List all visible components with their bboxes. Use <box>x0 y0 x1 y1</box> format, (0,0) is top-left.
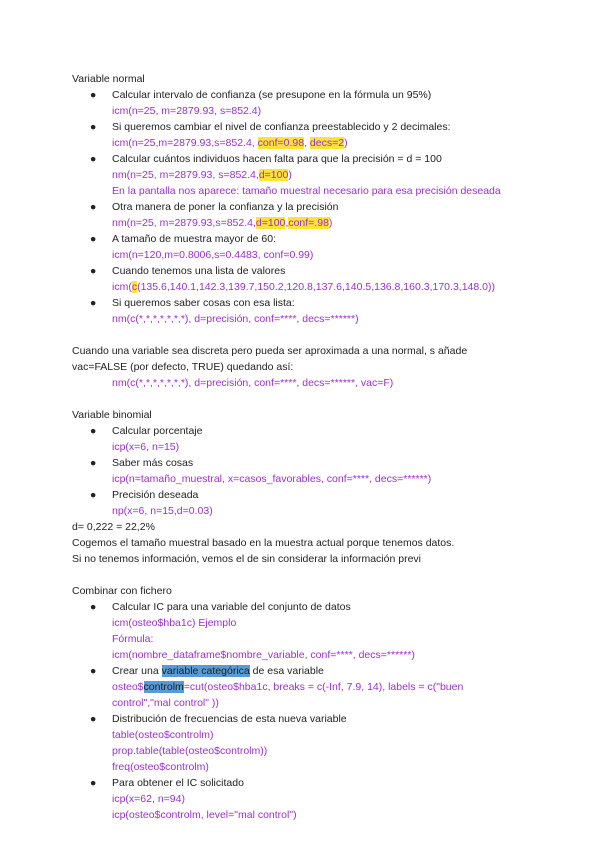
section-title-normal: Variable normal <box>72 73 145 85</box>
bullet-item: ● A tamaño de muestra mayor de 60: <box>90 233 277 245</box>
code-line: prop.table(table(osteo$controlm)) <box>112 745 268 757</box>
code-line: icp(x=62, n=94) <box>112 793 185 805</box>
code-line: icm(osteo$hba1c) Ejemplo <box>112 617 237 629</box>
bullet-dot: ● <box>90 121 97 133</box>
paragraph-line: Si no tenemos información, vemos el de sin considerar la información previ <box>72 553 421 565</box>
document-page <box>72 71 542 823</box>
code-line: nm(c(*,*,*,*,*,*,*), d=precisión, conf=****, decs=******, vac=F) <box>112 377 394 389</box>
text-selection: variable categórica <box>161 665 250 677</box>
bullet-dot: ● <box>90 457 97 469</box>
bullet-item: ● Para obtener el IC solicitado <box>90 777 244 789</box>
bullet-dot: ● <box>90 425 97 437</box>
bullet-item: ● Saber más cosas <box>90 457 194 469</box>
bullet-dot: ● <box>90 601 97 613</box>
section-title-binomial: Variable binomial <box>72 409 152 421</box>
code-line: icm(n=25,m=2879.93,s=852.4, conf=0.98, decs=2) <box>112 137 348 149</box>
highlight: conf=.98 <box>288 217 329 229</box>
paragraph-line: Cuando una variable sea discreta pero pueda ser aproximada a una normal, s añade <box>72 345 468 357</box>
bullet-dot: ● <box>90 233 97 245</box>
bullet-dot: ● <box>90 265 97 277</box>
bullet-dot: ● <box>90 89 97 101</box>
bullet-item: ● Calcular intervalo de confianza (se presupone en la fórmula un 95%) <box>90 89 432 101</box>
highlight: d=100 <box>255 217 286 229</box>
highlight: decs=2 <box>309 137 345 149</box>
bullet-item: ● Calcular porcentaje <box>90 425 203 437</box>
code-line: icm(n=25, m=2879.93, s=852.4) <box>112 105 262 117</box>
code-line: control","mal control" )) <box>112 697 219 709</box>
paragraph-line: d= 0,222 = 22,2% <box>72 521 155 533</box>
code-line: icp(x=6, n=15) <box>112 441 180 453</box>
highlight: c <box>131 281 138 293</box>
bullet-item: ● Si queremos cambiar el nivel de confianza preestablecido y 2 decimales: <box>90 121 451 133</box>
code-line: icp(n=tamaño_muestral, x=casos_favorables, conf=****, decs=******) <box>112 473 432 485</box>
code-line: nm(c(*,*,*,*,*,*,*), d=precisión, conf=****, decs=******) <box>112 313 359 325</box>
text-selection: controlm <box>143 681 184 693</box>
bullet-dot: ● <box>90 665 97 677</box>
bullet-item: ● Crear una variable categórica de esa variable <box>90 665 324 677</box>
paragraph-line: Cogemos el tamaño muestral basado en la muestra actual porque tenemos datos. <box>72 537 455 549</box>
code-line: Fórmula: <box>112 633 154 645</box>
code-line: icp(osteo$controlm, level="mal control") <box>112 809 297 821</box>
code-line: table(osteo$controlm) <box>112 729 214 741</box>
section-title-fichero: Combinar con fichero <box>72 585 172 597</box>
bullet-dot: ● <box>90 201 97 213</box>
code-line: icm(c(135.6,140.1,142.3,139.7,150.2,120.8,137.6,140.5,136.8,160.3,170.3,148.0)) <box>112 281 495 293</box>
bullet-dot: ● <box>90 297 97 309</box>
bullet-item: ● Precisión deseada <box>90 489 199 501</box>
bullet-dot: ● <box>90 777 97 789</box>
highlight: conf=0.98 <box>257 137 305 149</box>
bullet-item: ● Si queremos saber cosas con esa lista: <box>90 297 295 309</box>
code-line: osteo$controlm=cut(osteo$hba1c, breaks = c(-Inf, 7.9, 14), labels = c("buen <box>112 681 464 693</box>
paragraph-line: vac=FALSE (por defecto, TRUE) quedando así: <box>72 361 294 373</box>
bullet-item: ● Calcular IC para una variable del conjunto de datos <box>90 601 351 613</box>
bullet-dot: ● <box>90 489 97 501</box>
code-line: icm(n=120,m=0.8006,s=0.4483, conf=0.99) <box>112 249 314 261</box>
code-line: icm(nombre_dataframe$nombre_variable, conf=****, decs=******) <box>112 649 415 661</box>
bullet-item: ● Calcular cuántos individuos hacen falta para que la precisión = d = 100 <box>90 153 442 165</box>
code-line: nm(n=25, m=2879.93,s=852.4,d=100,conf=.98) <box>112 217 333 229</box>
code-line: nm(n=25, m=2879.93, s=852.4,d=100) <box>112 169 292 181</box>
highlight: d=100 <box>258 169 289 181</box>
bullet-dot: ● <box>90 713 97 725</box>
code-line: np(x=6, n=15,d=0.03) <box>112 505 213 517</box>
bullet-dot: ● <box>90 153 97 165</box>
bullet-item: ● Cuando tenemos una lista de valores <box>90 265 286 277</box>
code-note: En la pantalla nos aparece: tamaño muestral necesario para esa precisión deseada <box>112 185 501 197</box>
code-line: freq(osteo$controlm) <box>112 761 209 773</box>
bullet-item: ● Distribución de frecuencias de esta nueva variable <box>90 713 347 725</box>
bullet-item: ● Otra manera de poner la confianza y la precisión <box>90 201 339 213</box>
